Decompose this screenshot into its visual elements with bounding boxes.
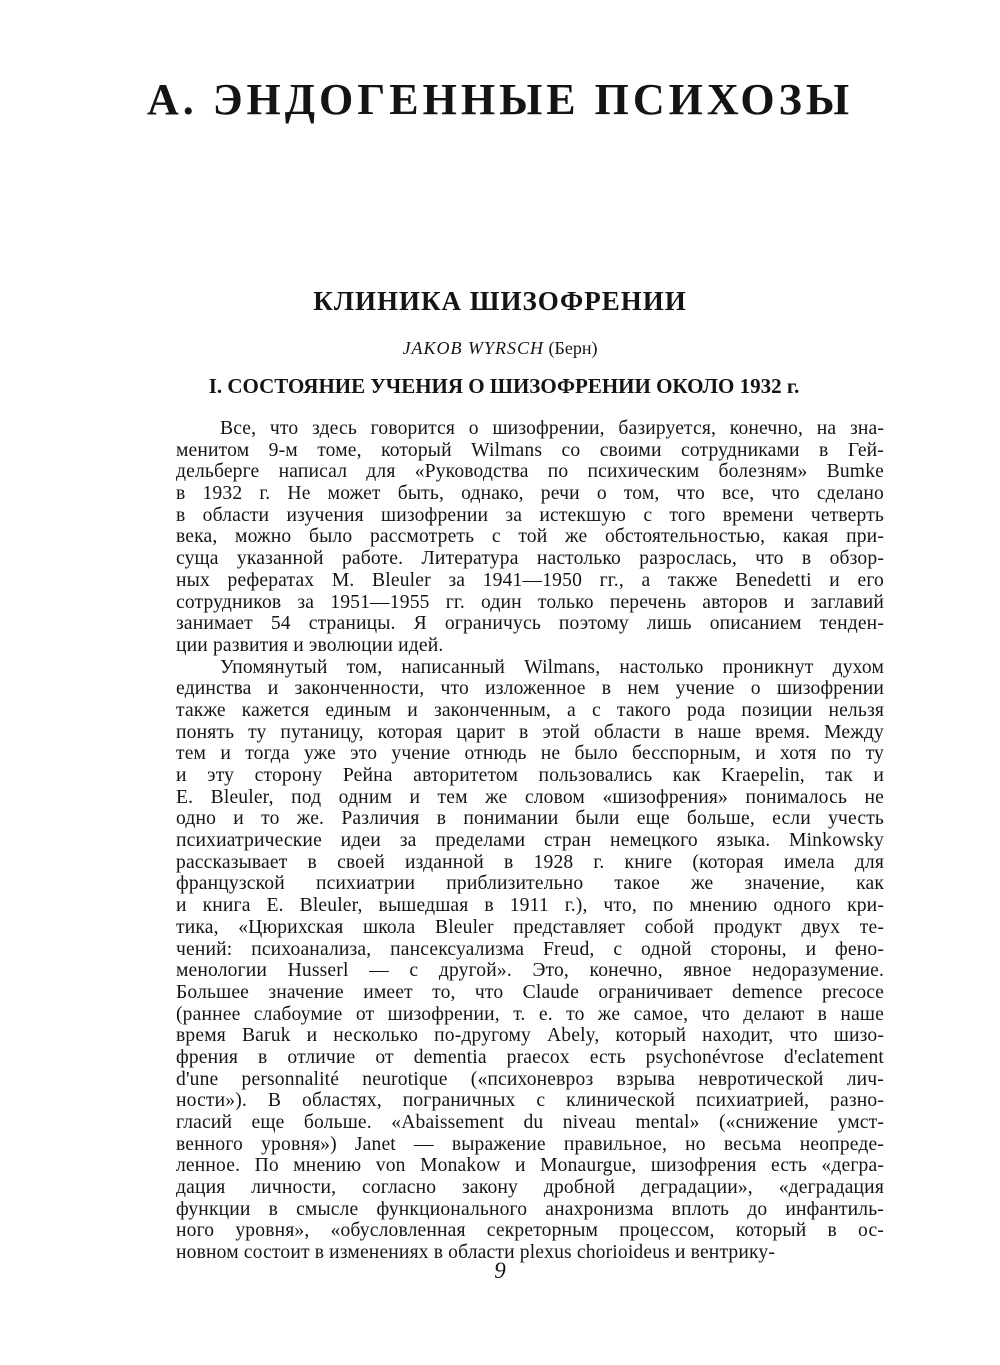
- text-line: сотрудников за 1951—1955 гг. один только перечень авторов и заглавий: [176, 591, 884, 613]
- text-line: функции в смысле функционального анахронизма вплоть до инфантиль-: [176, 1198, 884, 1220]
- author-affiliation: (Берн): [548, 338, 598, 358]
- text-line: менологии Husserl — с другой». Это, конечно, явное недоразумение.: [176, 960, 884, 982]
- text-line: понять ту путаницу, которая царит в этой области в наше время. Между: [176, 721, 884, 743]
- text-line: тика, «Цюрихская школа Bleuler представляет собой продукт двух те-: [176, 916, 884, 938]
- text-line: французской психиатрии приблизительно такое же значение, как: [176, 873, 884, 895]
- text-line: в 1932 г. Не может быть, однако, речи о том, что все, что сделано: [176, 483, 884, 505]
- text-line: и книга E. Bleuler, вышедшая в 1911 г.), что, по мнению одного кри-: [176, 895, 884, 917]
- text-line: и эту сторону Рейна авторитетом пользовались как Kraepelin, так и: [176, 765, 884, 786]
- text-line: время Baruk и несколько по-другому Abely, который находит, что шизо-: [176, 1025, 884, 1047]
- part-title: А. ЭНДОГЕННЫЕ ПСИХОЗЫ: [146, 75, 854, 124]
- text-line: ных рефератах M. Bleuler за 1941—1950 гг., а также Benedetti и его: [176, 569, 884, 591]
- paragraph: [176, 418, 884, 657]
- text-line: одно и то же. Различия в понимании были еще больше, если учесть: [176, 808, 884, 830]
- text-line: ного уровня», «обусловленная секреторным процессом, который в ос-: [176, 1220, 884, 1242]
- author-line: [0, 338, 1000, 359]
- section-title: I. СОСТОЯНИЕ УЧЕНИЯ О ШИЗОФРЕНИИ ОКОЛО 1932 г.: [208, 374, 800, 398]
- text-line: ности»). В областях, пограничных с клинической психиатрией, разно-: [176, 1090, 884, 1112]
- page-number: 9: [494, 1258, 506, 1283]
- text-line: френия в отличие от dementia praecox есть psychonévrose d'eclatement: [176, 1046, 884, 1068]
- text-line: (раннее слабоумие от шизофрении, т. е. то же самое, что делают в наше: [176, 1003, 884, 1025]
- body-text: [176, 418, 884, 1264]
- text-line: Большее значение имеет то, что Claude ограничивает demence precoce: [176, 981, 884, 1003]
- text-line: чений: психоанализа, пансексуализма Freud, с одной стороны, и фено-: [176, 938, 884, 960]
- chapter-title: КЛИНИКА ШИЗОФРЕНИИ: [313, 286, 687, 316]
- text-line: тем и тогда уже это учение отнюдь не было бесспорным, и хотя по ту: [176, 743, 884, 765]
- text-line: ленное. По мнению von Monakow и Monaurgue, шизофрения есть «дегра-: [176, 1155, 884, 1177]
- text-line: дельберге написал для «Руководства по психическим болезням» Bumke: [176, 461, 884, 483]
- text-line: занимает 54 страницы. Я ограничусь поэтому лишь описанием тенден-: [176, 613, 884, 635]
- text-line: Упомянутый том, написанный Wilmans, настолько проникнут духом: [220, 656, 884, 678]
- text-line: психиатрические идеи за пределами стран немецкого языка. Minkowsky: [176, 830, 884, 852]
- text-line: венного уровня») Janet — выражение правильное, но весьма неопреде-: [176, 1133, 884, 1155]
- text-line: в области изучения шизофрении за истекшую с того времени четверть: [176, 504, 884, 526]
- text-line: века, можно было рассмотреть с той же обстоятельностью, какая при-: [176, 526, 884, 548]
- text-line: единства и законченности, что изложенное в нем учение о шизофрении: [176, 678, 884, 700]
- text-line: ции развития и эволюции идей.: [176, 634, 444, 656]
- author-name: JAKOB WYRSCH: [402, 338, 545, 358]
- text-line: E. Bleuler, под одним и тем же словом «шизофрения» понималось не: [176, 786, 884, 808]
- text-line: суща указанной работе. Литература настолько разрослась, что в обзор-: [176, 548, 884, 570]
- text-line: менитом 9-м томе, который Wilmans со своими сотрудниками в Гей-: [176, 439, 884, 461]
- text-line: Все, что здесь говорится о шизофрении, базируется, конечно, на зна-: [220, 418, 884, 439]
- text-line: рассказывает в своей изданной в 1928 г. книге (которая имела для: [176, 851, 884, 873]
- text-line: также кажется единым и законченным, а с такого рода позиции нельзя: [176, 699, 884, 721]
- text-line: d'une personnalité neurotique («психоневроз взрыва невротической лич-: [176, 1068, 884, 1090]
- text-line: новном состоит в изменениях в области plexus chorioideus и вентрику-: [176, 1242, 775, 1264]
- text-line: дация личности, согласно закону дробной деградации», «деградация: [176, 1177, 884, 1199]
- text-line: гласий еще больше. «Abaissement du niveau mental» («снижение умст-: [176, 1112, 884, 1133]
- paragraph: [176, 657, 884, 1264]
